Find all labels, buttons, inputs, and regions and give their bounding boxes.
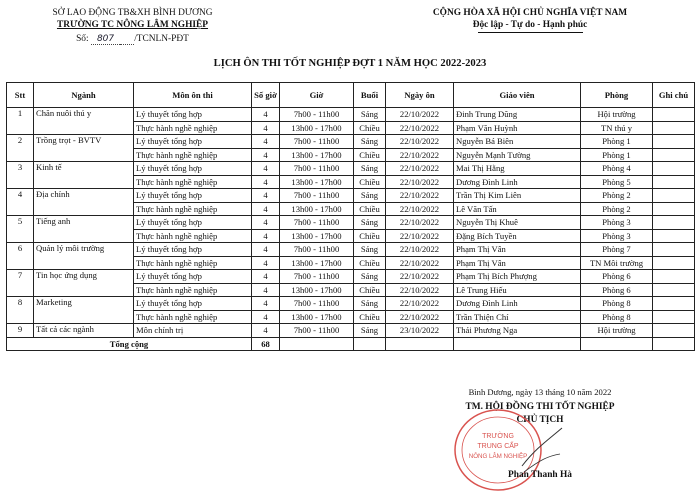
seal-text-3: NÔNG LÂM NGHIỆP (468, 453, 528, 460)
cell-so-gio: 4 (252, 162, 280, 176)
agency-name: SỞ LAO ĐỘNG TB&XH BÌNH DƯƠNG (52, 8, 213, 18)
cell-gio: 13h00 - 17h00 (280, 148, 354, 162)
cell-phong: Phòng 4 (581, 162, 653, 176)
cell-phong: Phòng 1 (581, 135, 653, 149)
cell-phong: Phòng 1 (581, 148, 653, 162)
total-empty-cell (581, 337, 653, 351)
cell-ngay: 22/10/2022 (386, 216, 454, 230)
cell-giao-vien: Nguyễn Mạnh Tường (454, 148, 581, 162)
cell-nganh: Tất cả các ngành (34, 324, 134, 338)
cell-phong: TN thú y (581, 121, 653, 135)
cell-so-gio: 4 (252, 135, 280, 149)
cell-ghi-chu (653, 121, 695, 135)
cell-stt: 3 (7, 162, 34, 189)
cell-gio: 13h00 - 17h00 (280, 121, 354, 135)
doc-no-prefix: Số: (76, 34, 89, 44)
cell-ghi-chu (653, 243, 695, 257)
cell-buoi: Chiều (354, 121, 386, 135)
cell-ngay: 22/10/2022 (386, 256, 454, 270)
col-header-mon: Môn ôn thi (134, 83, 252, 108)
total-empty-cell (386, 337, 454, 351)
cell-giao-vien: Nguyễn Thị Khuê (454, 216, 581, 230)
cell-gio: 13h00 - 17h00 (280, 229, 354, 243)
cell-stt: 2 (7, 135, 34, 162)
cell-ngay: 22/10/2022 (386, 283, 454, 297)
schedule-table (6, 82, 695, 351)
cell-buoi: Sáng (354, 243, 386, 257)
cell-gio: 7h00 - 11h00 (280, 297, 354, 311)
cell-buoi: Sáng (354, 135, 386, 149)
cell-so-gio: 4 (252, 256, 280, 270)
cell-buoi: Sáng (354, 324, 386, 338)
cell-ngay: 22/10/2022 (386, 135, 454, 149)
cell-so-gio: 4 (252, 229, 280, 243)
cell-phong: Phòng 6 (581, 270, 653, 284)
total-empty-cell (454, 337, 581, 351)
cell-giao-vien: Thái Phương Nga (454, 324, 581, 338)
cell-ghi-chu (653, 310, 695, 324)
cell-nganh: Địa chính (34, 189, 134, 216)
table-row (7, 189, 695, 203)
cell-buoi: Chiều (354, 256, 386, 270)
cell-ghi-chu (653, 202, 695, 216)
total-row (7, 337, 695, 351)
cell-ghi-chu (653, 189, 695, 203)
motto-underline (478, 32, 583, 33)
cell-mon: Thực hành nghề nghiệp (134, 148, 252, 162)
cell-gio: 7h00 - 11h00 (280, 324, 354, 338)
cell-buoi: Chiều (354, 229, 386, 243)
seal-text-2: TRUNG CẤP (477, 443, 519, 450)
cell-giao-vien: Phạm Văn Huỳnh (454, 121, 581, 135)
cell-ngay: 23/10/2022 (386, 324, 454, 338)
cell-mon: Thực hành nghề nghiệp (134, 121, 252, 135)
cell-mon: Lý thuyết tổng hợp (134, 135, 252, 149)
cell-ngay: 22/10/2022 (386, 108, 454, 122)
cell-buoi: Chiều (354, 175, 386, 189)
cell-buoi: Sáng (354, 162, 386, 176)
cell-gio: 13h00 - 17h00 (280, 256, 354, 270)
cell-ghi-chu (653, 108, 695, 122)
cell-stt: 5 (7, 216, 34, 243)
cell-ngay: 22/10/2022 (386, 297, 454, 311)
cell-stt: 7 (7, 270, 34, 297)
cell-nganh: Chăn nuôi thú y (34, 108, 134, 135)
cell-mon: Lý thuyết tổng hợp (134, 297, 252, 311)
table-row (7, 324, 695, 338)
cell-so-gio: 4 (252, 175, 280, 189)
cell-so-gio: 4 (252, 270, 280, 284)
cell-ngay: 22/10/2022 (386, 202, 454, 216)
council-name: TM. HỘI ĐỒNG THI TỐT NGHIỆP (465, 402, 615, 412)
cell-buoi: Chiều (354, 283, 386, 297)
cell-stt: 9 (7, 324, 34, 338)
table-row (7, 135, 695, 149)
col-header-gio: Giờ (280, 83, 354, 108)
cell-phong: Hội trường (581, 324, 653, 338)
cell-buoi: Chiều (354, 148, 386, 162)
cell-giao-vien: Mai Thị Hằng (454, 162, 581, 176)
table-row (7, 162, 695, 176)
cell-giao-vien: Phạm Thị Bích Phượng (454, 270, 581, 284)
col-header-giao-vien: Giáo viên (454, 83, 581, 108)
doc-no-handwritten: 807 (91, 34, 120, 45)
col-header-stt: Stt (7, 83, 34, 108)
cell-ghi-chu (653, 283, 695, 297)
cell-ghi-chu (653, 216, 695, 230)
cell-giao-vien: Phạm Thị Vân (454, 256, 581, 270)
cell-giao-vien: Đinh Trung Dũng (454, 108, 581, 122)
cell-ngay: 22/10/2022 (386, 270, 454, 284)
cell-phong: Phòng 6 (581, 283, 653, 297)
cell-ngay: 22/10/2022 (386, 148, 454, 162)
table-row (7, 216, 695, 230)
cell-mon: Thực hành nghề nghiệp (134, 202, 252, 216)
cell-so-gio: 4 (252, 121, 280, 135)
cell-gio: 13h00 - 17h00 (280, 283, 354, 297)
cell-so-gio: 4 (252, 202, 280, 216)
cell-phong: Phòng 2 (581, 202, 653, 216)
cell-mon: Thực hành nghề nghiệp (134, 175, 252, 189)
seal-text-1: TRƯỜNG (482, 433, 514, 440)
col-header-nganh: Ngành (34, 83, 134, 108)
cell-nganh: Trồng trọt - BVTV (34, 135, 134, 162)
cell-buoi: Sáng (354, 270, 386, 284)
cell-mon: Lý thuyết tổng hợp (134, 243, 252, 257)
cell-gio: 7h00 - 11h00 (280, 270, 354, 284)
cell-buoi: Chiều (354, 310, 386, 324)
cell-giao-vien: Đặng Bích Tuyền (454, 229, 581, 243)
signer-name: Phan Thanh Hà (508, 470, 572, 480)
cell-so-gio: 4 (252, 216, 280, 230)
cell-ghi-chu (653, 270, 695, 284)
cell-gio: 13h00 - 17h00 (280, 175, 354, 189)
cell-mon: Thực hành nghề nghiệp (134, 283, 252, 297)
cell-mon: Lý thuyết tổng hợp (134, 216, 252, 230)
cell-buoi: Sáng (354, 108, 386, 122)
table-row (7, 270, 695, 284)
cell-gio: 7h00 - 11h00 (280, 216, 354, 230)
cell-so-gio: 4 (252, 297, 280, 311)
cell-mon: Thực hành nghề nghiệp (134, 310, 252, 324)
cell-phong: Phòng 8 (581, 310, 653, 324)
cell-ngay: 22/10/2022 (386, 162, 454, 176)
cell-ghi-chu (653, 297, 695, 311)
cell-ngay: 22/10/2022 (386, 121, 454, 135)
cell-giao-vien: Trần Thiện Chí (454, 310, 581, 324)
cell-ghi-chu (653, 135, 695, 149)
cell-buoi: Sáng (354, 216, 386, 230)
cell-gio: 7h00 - 11h00 (280, 189, 354, 203)
col-header-phong: Phòng (581, 83, 653, 108)
cell-mon: Lý thuyết tổng hợp (134, 270, 252, 284)
cell-gio: 7h00 - 11h00 (280, 243, 354, 257)
table-row (7, 297, 695, 311)
cell-mon: Môn chính trị (134, 324, 252, 338)
cell-giao-vien: Nguyễn Bá Biên (454, 135, 581, 149)
total-empty-cell (280, 337, 354, 351)
total-hours: 68 (252, 337, 280, 351)
cell-ghi-chu (653, 175, 695, 189)
col-header-ngay: Ngày ôn (386, 83, 454, 108)
cell-nganh: Tiếng anh (34, 216, 134, 243)
cell-gio: 13h00 - 17h00 (280, 310, 354, 324)
schedule-body (7, 108, 695, 351)
cell-buoi: Sáng (354, 189, 386, 203)
cell-so-gio: 4 (252, 283, 280, 297)
doc-no-suffix: /TCNLN-PĐT (134, 34, 189, 44)
cell-ghi-chu (653, 324, 695, 338)
cell-mon: Thực hành nghề nghiệp (134, 229, 252, 243)
table-header-row (7, 83, 695, 108)
cell-so-gio: 4 (252, 148, 280, 162)
cell-mon: Lý thuyết tổng hợp (134, 108, 252, 122)
cell-ghi-chu (653, 148, 695, 162)
cell-stt: 8 (7, 297, 34, 324)
cell-so-gio: 4 (252, 189, 280, 203)
cell-stt: 6 (7, 243, 34, 270)
national-title: CỘNG HÒA XÃ HỘI CHỦ NGHĨA VIỆT NAM (432, 8, 628, 18)
cell-phong: Phòng 3 (581, 216, 653, 230)
document-number (20, 34, 245, 45)
cell-phong: Phòng 3 (581, 229, 653, 243)
cell-mon: Lý thuyết tổng hợp (134, 189, 252, 203)
col-header-ghi-chu: Ghi chú (653, 83, 695, 108)
cell-ngay: 22/10/2022 (386, 175, 454, 189)
cell-ghi-chu (653, 162, 695, 176)
cell-giao-vien: Trần Thị Kim Liên (454, 189, 581, 203)
cell-giao-vien: Dương Đình Linh (454, 297, 581, 311)
cell-phong: Phòng 7 (581, 243, 653, 257)
cell-buoi: Sáng (354, 297, 386, 311)
cell-so-gio: 4 (252, 324, 280, 338)
chairman-title: CHỦ TỊCH (516, 415, 564, 425)
cell-so-gio: 4 (252, 108, 280, 122)
table-row (7, 108, 695, 122)
school-seal-stamp (452, 408, 564, 493)
cell-giao-vien: Phạm Thị Vân (454, 243, 581, 257)
cell-nganh: Marketing (34, 297, 134, 324)
total-label: Tổng cộng (7, 337, 252, 351)
cell-so-gio: 4 (252, 310, 280, 324)
cell-ngay: 22/10/2022 (386, 243, 454, 257)
cell-giao-vien: Lê Văn Tấn (454, 202, 581, 216)
school-name: TRƯỜNG TC NÔNG LÂM NGHIỆP (56, 20, 209, 30)
cell-gio: 7h00 - 11h00 (280, 108, 354, 122)
place-date: Bình Dương, ngày 13 tháng 10 năm 2022 (468, 387, 612, 397)
total-empty-cell (653, 337, 695, 351)
cell-phong: Phòng 2 (581, 189, 653, 203)
cell-giao-vien: Dương Đình Linh (454, 175, 581, 189)
cell-ghi-chu (653, 256, 695, 270)
cell-phong: Hội trường (581, 108, 653, 122)
cell-ngay: 22/10/2022 (386, 189, 454, 203)
cell-stt: 4 (7, 189, 34, 216)
cell-nganh: Tin học ứng dụng (34, 270, 134, 297)
cell-gio: 7h00 - 11h00 (280, 135, 354, 149)
table-row (7, 243, 695, 257)
cell-mon: Lý thuyết tổng hợp (134, 162, 252, 176)
total-empty-cell (354, 337, 386, 351)
cell-nganh: Kinh tế (34, 162, 134, 189)
cell-ngay: 22/10/2022 (386, 229, 454, 243)
cell-so-gio: 4 (252, 243, 280, 257)
cell-nganh: Quản lý môi trường (34, 243, 134, 270)
page-title: LỊCH ÔN THI TỐT NGHIỆP ĐỢT 1 NĂM HỌC 2022-2023 (213, 58, 487, 69)
cell-buoi: Chiều (354, 202, 386, 216)
cell-ngay: 22/10/2022 (386, 310, 454, 324)
cell-giao-vien: Lê Trung Hiếu (454, 283, 581, 297)
cell-stt: 1 (7, 108, 34, 135)
cell-gio: 7h00 - 11h00 (280, 162, 354, 176)
cell-phong: Phòng 5 (581, 175, 653, 189)
cell-gio: 13h00 - 17h00 (280, 202, 354, 216)
col-header-so-gio: Số giờ (252, 83, 280, 108)
cell-ghi-chu (653, 229, 695, 243)
national-motto: Độc lập - Tự do - Hạnh phúc (472, 20, 588, 30)
cell-mon: Thực hành nghề nghiệp (134, 256, 252, 270)
cell-phong: TN Môi trường (581, 256, 653, 270)
col-header-buoi: Buổi (354, 83, 386, 108)
cell-phong: Phòng 8 (581, 297, 653, 311)
